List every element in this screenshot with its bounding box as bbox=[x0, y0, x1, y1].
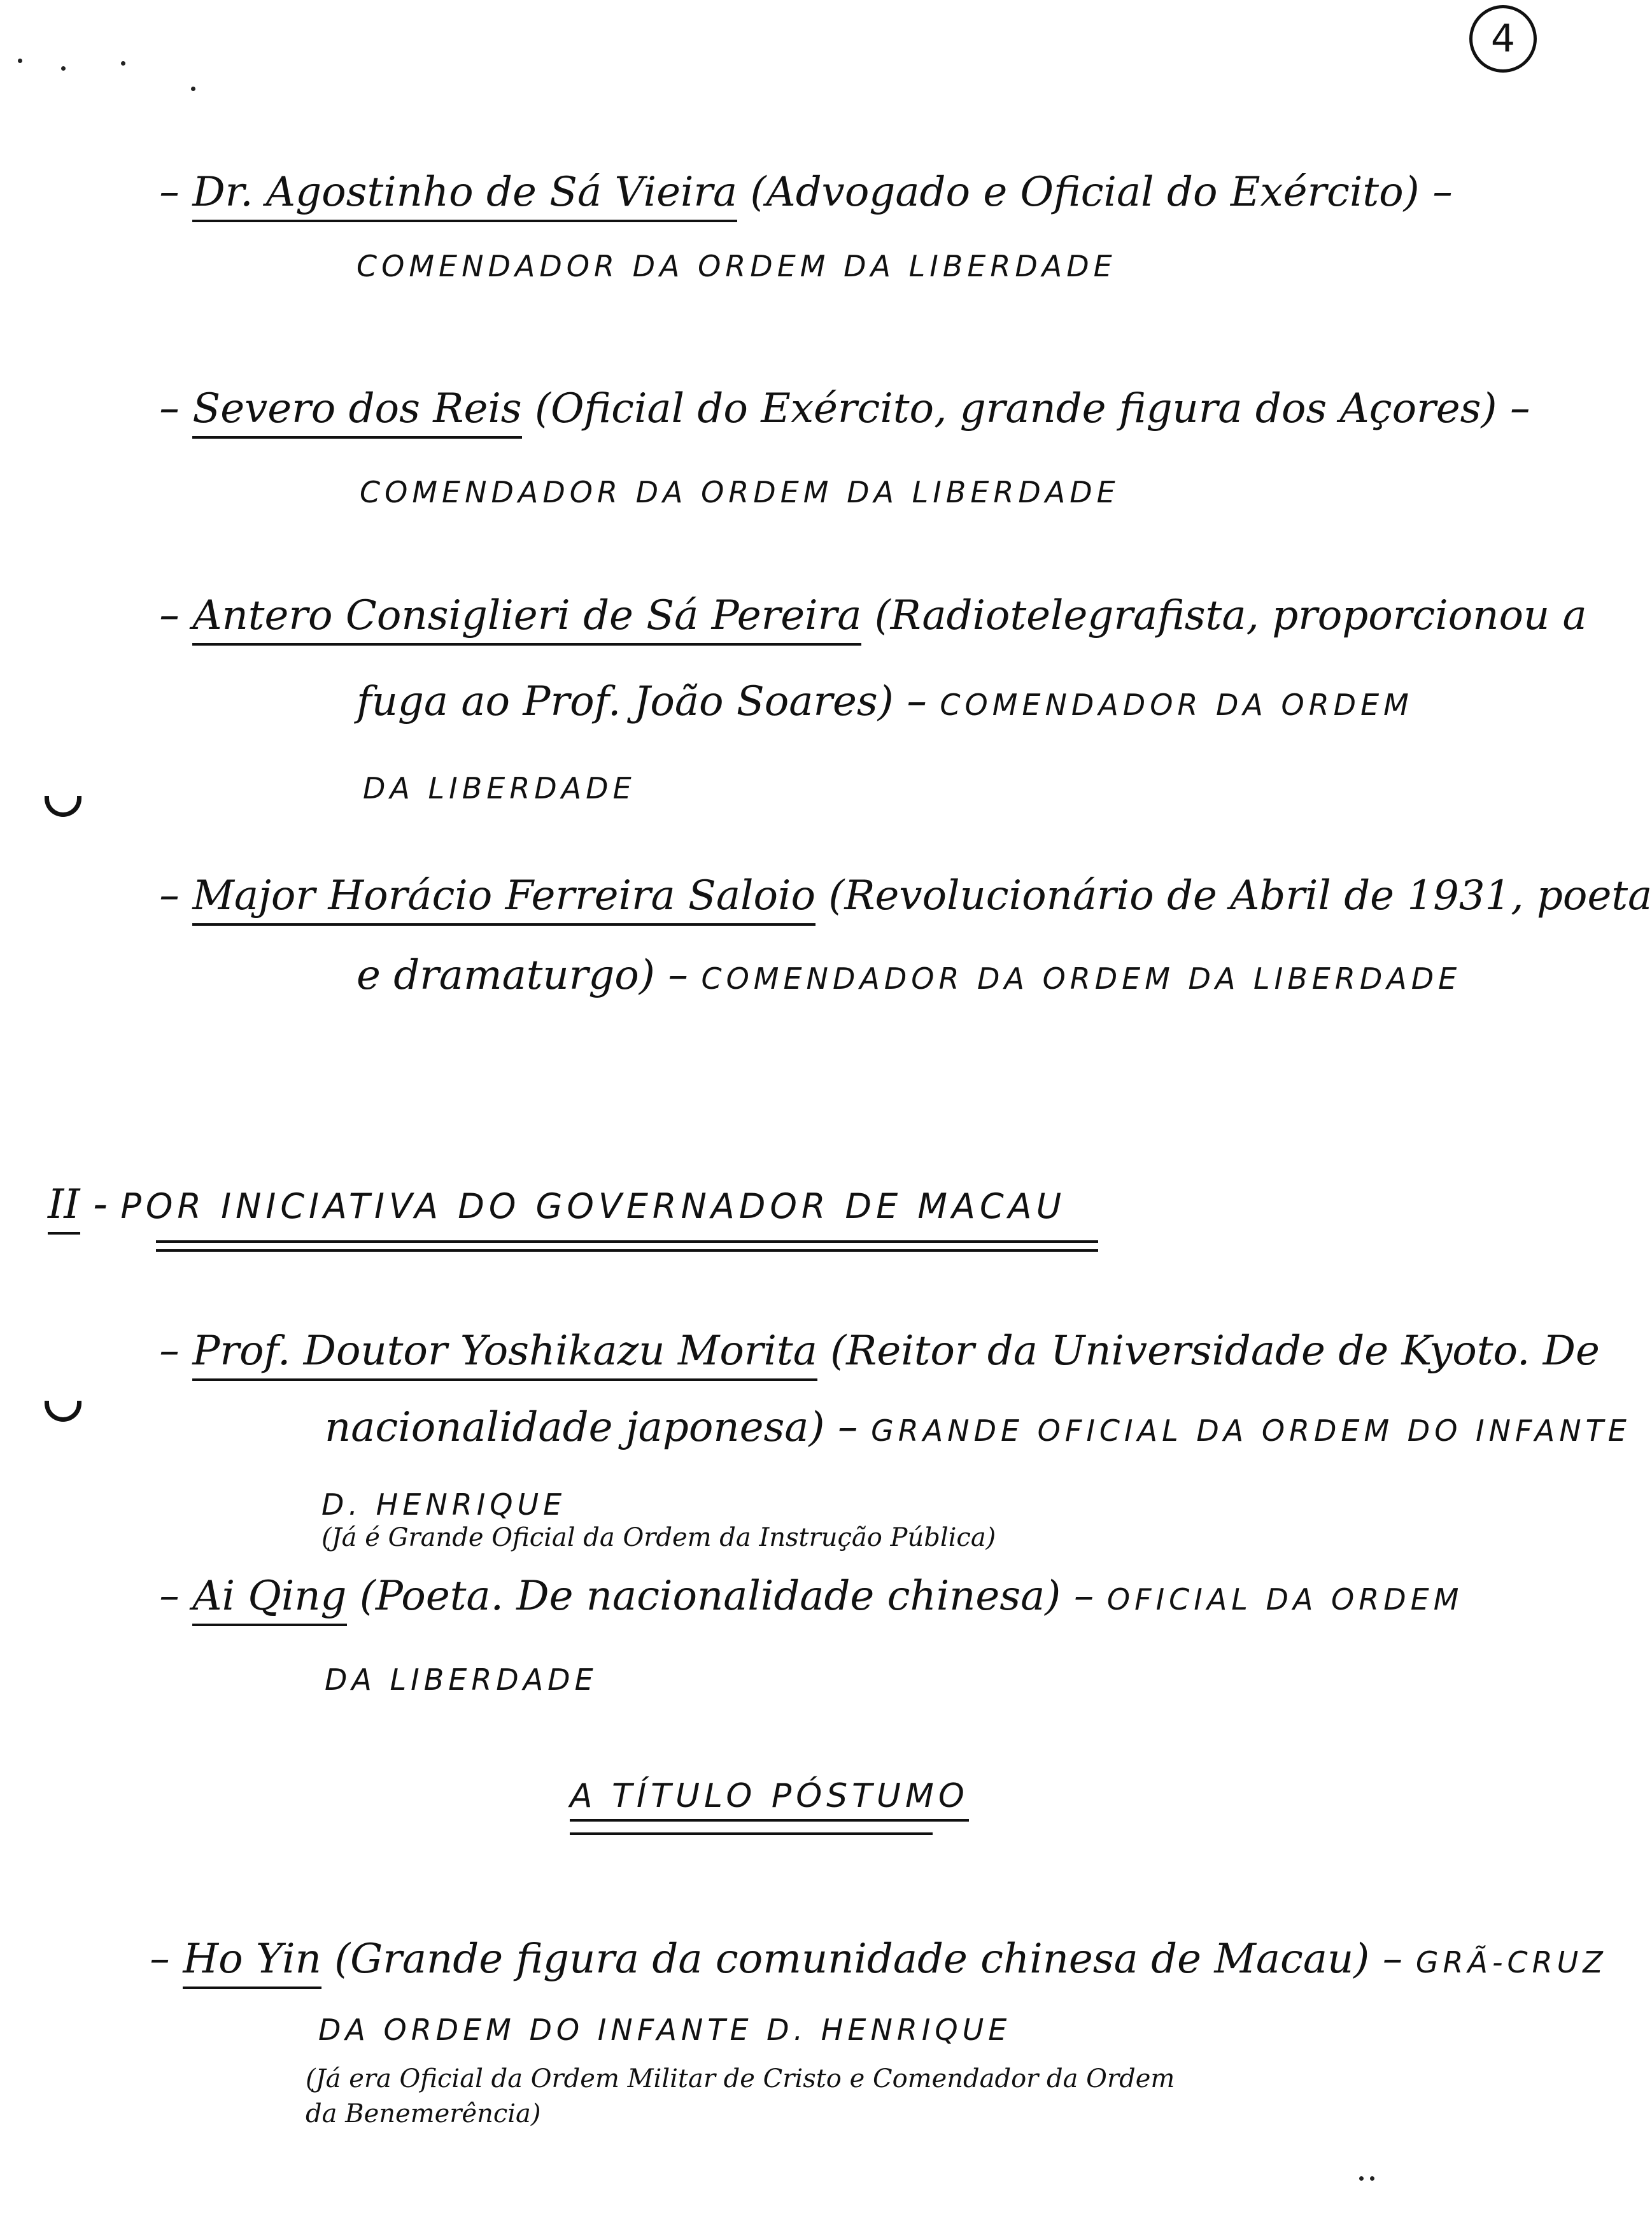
speck bbox=[191, 87, 195, 91]
entry-2-note: (Oficial do Exército, grande figura dos Açores) bbox=[534, 385, 1497, 432]
entry-1-line bbox=[159, 169, 1453, 216]
bullet-dash: - bbox=[92, 1181, 121, 1228]
entry-5-line-2 bbox=[325, 1404, 1631, 1451]
bullet-dash: – bbox=[907, 678, 940, 725]
section-heading bbox=[48, 1181, 1066, 1228]
entry-5-line bbox=[159, 1328, 1600, 1375]
bullet-dash: – bbox=[159, 169, 193, 216]
entry-3-line-2 bbox=[357, 678, 1413, 725]
bullet-dash: – bbox=[159, 385, 193, 432]
bullet-dash: – bbox=[159, 872, 193, 919]
entry-6-name: Ai Qing bbox=[192, 1573, 346, 1626]
bullet-dash: – bbox=[150, 1936, 183, 1983]
entry-4-line bbox=[159, 872, 1652, 919]
bullet-dash: – bbox=[837, 1404, 872, 1451]
entry-2-name: Severo dos Reis bbox=[192, 385, 521, 439]
entry-7-line bbox=[150, 1936, 1607, 1983]
entry-2-award: COMENDADOR DA ORDEM DA LIBERDADE bbox=[360, 475, 1120, 509]
entry-1-award: COMENDADOR DA ORDEM DA LIBERDADE bbox=[357, 249, 1117, 283]
entry-5-extra: (Já é Grande Oficial da Ordem da Instrução Pública) bbox=[321, 1523, 996, 1552]
entry-7-note: (Grande figura da comunidade chinesa de Macau) bbox=[334, 1936, 1370, 1983]
bullet-dash: – bbox=[1382, 1936, 1416, 1983]
entry-7-extra-2: da Benemerência) bbox=[306, 2099, 541, 2128]
bullet-dash: – bbox=[1509, 385, 1530, 432]
entry-5-note-2: nacionalidade japonesa) bbox=[325, 1404, 825, 1451]
bullet-dash: – bbox=[668, 952, 702, 999]
entry-3-award-2: DA LIBERDADE bbox=[363, 771, 636, 805]
entry-3-award-1: COMENDADOR DA ORDEM bbox=[940, 688, 1413, 722]
posthumous-heading-text: A TÍTULO PÓSTUMO bbox=[570, 1777, 969, 1822]
bullet-dash: – bbox=[159, 1573, 193, 1620]
speck bbox=[61, 66, 66, 71]
entry-3-line bbox=[159, 592, 1587, 639]
bullet-dash: – bbox=[159, 1328, 193, 1375]
heading-underline bbox=[156, 1240, 1098, 1243]
entry-4-line-2 bbox=[357, 952, 1462, 999]
entry-5-note: (Reitor da Universidade de Kyoto. De bbox=[830, 1328, 1600, 1375]
entry-5-name: Prof. Doutor Yoshikazu Morita bbox=[192, 1328, 817, 1381]
page-number: 4 bbox=[1469, 5, 1537, 73]
entry-7-extra-1: (Já era Oficial da Ordem Militar de Cristo e Comendador da Ordem bbox=[306, 2064, 1175, 2093]
margin-mark bbox=[45, 1401, 81, 1422]
entry-5-award-1: GRANDE OFICIAL DA ORDEM DO INFANTE bbox=[871, 1413, 1631, 1448]
entry-2-line bbox=[159, 385, 1530, 432]
margin-mark bbox=[45, 796, 81, 817]
entry-4-note-2: e dramaturgo) bbox=[357, 952, 655, 999]
entry-4-note: (Revolucionário de Abril de 1931, poeta bbox=[828, 872, 1652, 919]
entry-6-note: (Poeta. De nacionalidade chinesa) bbox=[359, 1573, 1061, 1620]
section-numeral: II bbox=[48, 1181, 80, 1235]
entry-6-award-1: OFICIAL DA ORDEM bbox=[1106, 1582, 1464, 1617]
entry-6-line bbox=[159, 1573, 1464, 1620]
entry-5-award-2: D. HENRIQUE bbox=[321, 1487, 567, 1522]
bullet-dash: – bbox=[1073, 1573, 1107, 1620]
entry-3-note-2: fuga ao Prof. João Soares) bbox=[357, 678, 894, 725]
entry-4-name: Major Horácio Ferreira Saloio bbox=[192, 872, 815, 926]
entry-3-name: Antero Consiglieri de Sá Pereira bbox=[192, 592, 861, 646]
entry-7-award-1: GRÃ-CRUZ bbox=[1415, 1945, 1607, 1980]
section-title: POR INICIATIVA DO GOVERNADOR DE MACAU bbox=[120, 1186, 1066, 1226]
entry-7-name: Ho Yin bbox=[183, 1936, 321, 1989]
posthumous-heading bbox=[570, 1777, 969, 1815]
entry-4-award: COMENDADOR DA ORDEM DA LIBERDADE bbox=[701, 961, 1462, 996]
entry-1-note: (Advogado e Oficial do Exército) bbox=[750, 169, 1420, 216]
bullet-dash: – bbox=[159, 592, 193, 639]
bullet-dash: – bbox=[1432, 169, 1453, 216]
posthumous-underline bbox=[570, 1832, 933, 1835]
speck bbox=[1359, 2176, 1364, 2181]
speck bbox=[1370, 2176, 1374, 2181]
heading-underline bbox=[156, 1249, 1098, 1252]
speck bbox=[18, 59, 22, 63]
entry-6-award-2: DA LIBERDADE bbox=[325, 1662, 598, 1697]
entry-7-award-2: DA ORDEM DO INFANTE D. HENRIQUE bbox=[318, 2013, 1012, 2047]
entry-3-note: (Radiotelegrafista, proporcionou a bbox=[874, 592, 1587, 639]
entry-1-name: Dr. Agostinho de Sá Vieira bbox=[192, 169, 737, 222]
speck bbox=[121, 61, 125, 66]
